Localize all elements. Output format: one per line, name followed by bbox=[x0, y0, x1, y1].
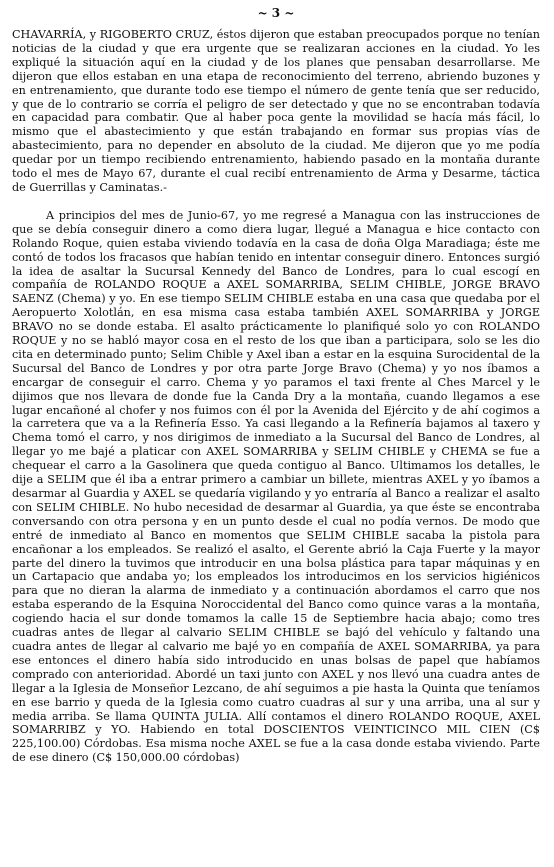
page-number: ~ 3 ~ bbox=[257, 6, 295, 20]
paragraph-1: CHAVARRÍA, y RIGOBERTO CRUZ, éstos dijeron que estaban preocupados porque no tenían noticias de la ciudad y que era urgente que se realizaran acciones en la ciudad. Yo les expliqué la situación aquí en la ciudad y de los planes que pensaban desarrollarse. Me dijeron que ellos estaban en una etapa de reconocimiento del terreno, abriendo buzones y en entrenamiento, que durante todo ese tiempo el número de gente tenía que ser reducido, y que de lo contrario se corría el peligro de ser detectado y que no se encontraban todavía en capacidad para combatir. Que al haber poca gente la movilidad se hacía más fácil, lo mismo que el abastecimiento y que están trabajando en formar sus propias vías de abastecimiento, para no depender en absoluto de la ciudad. Me dijeron que yo me podía quedar por un tiempo recibiendo entrenamiento, habiendo pasado en la montaña durante todo el mes de Mayo 67, durante el cual recibí entrenamiento de Arma y Desarme, táctica de Guerrillas y Caminatas.- bbox=[12, 28, 540, 194]
paragraph-2: A principios del mes de Junio-67, yo me regresé a Managua con las instrucciones de que se debía conseguir dinero a como diera lugar, llegué a Managua e hice contacto con Rolando Roque, quien estaba viviendo todavía en la casa de doña Olga Maradiaga; éste me contó de todos los fracasos que habían tenido en intentar conseguir dinero. Entonces surgió la idea de asaltar la Sucursal Kennedy del Banco de Londres, para lo cual escogí en compañía de ROLANDO ROQUE a AXEL SOMARRIBA, SELIM CHIBLE, JORGE BRAVO SAENZ (Chema) y yo. En ese tiempo SELIM CHIBLE estaba en una casa que quedaba por el Aeropuerto Xolotlán, en esa misma casa estaba también AXEL SOMARRIBA y JORGE BRAVO no se donde estaba. El asalto prácticamente lo planifiqué solo yo con ROLANDO ROQUE y no se habló mayor cosa en el resto de los que iban a participara, solo se les dio cita en determinado punto; Selim Chible y Axel iban a estar en la esquina Surocidental de la Sucursal del Banco de Londres y por otra parte Jorge Bravo (Chema) y yo nos íbamos a encargar de conseguir el carro. Chema y yo paramos el taxi frente al Ches Marcel y le dijimos que nos llevara de donde fue la Canda Dry a la montaña, cuando llegamos a ese lugar encañoné al chofer y nos fuimos con él por la Avenida del Ejército y de ahí cogimos a la carretera que va a la Refinería Esso. Ya casi llegando a la Refinería bajamos al taxero y Chema tomó el carro, y nos dirigimos de inmediato a la Sucursal del Banco de Londres, al llegar yo me bajé a platicar con AXEL SOMARRIBA y SELIM CHIBLE y CHEMA se fue a chequear el carro a la Gasolinera que queda contiguo al Banco. Ultimamos los detalles, le dije a SELIM que él iba a entrar primero a cambiar un billete, mientras AXEL y yo íbamos a desarmar al Guardia y AXEL se quedaría vigilando y yo entraría al Banco a realizar el asalto con SELIM CHIBLE. No hubo necesidad de desarmar al Guardia, ya que éste se encontraba conversando con otra persona y en un punto desde el cual no podía vernos. De modo que entré de inmediato al Banco en momentos que SELIM CHIBLE sacaba la pistola para encañonar a los empleados. Se realizó el asalto, el Gerente abrió la Caja Fuerte y la mayor parte del dinero la tuvimos que introducir en una bolsa plástica para tapar máquinas y en un Cartapacio que andaba yo; los empleados los introducimos en los servicios higiénicos para que no dieran la alarma de inmediato y a continuación abordamos el carro que nos estaba esperando de la Esquina Noroccidental del Banco como quince varas a la montaña, cogiendo hacia el sur donde tomamos la calle 15 de Septiembre hacia abajo; como tres cuadras antes de llegar al calvario SELIM CHIBLE se bajó del vehículo y faltando una cuadra antes de llegar al calvario me bajé yo en compañía de AXEL SOMARRIBA, ya para ese entonces el dinero había sido introducido en unas bolsas de papel que habíamos comprado con anterioridad. Abordé un taxi junto con AXEL y nos llevó una cuadra antes de llegar a la Iglesia de Monseñor Lezcano, de ahí seguimos a pie hasta la Quinta que teníamos en ese barrio y queda de la Iglesia como cuatro cuadras al sur y una arriba, una al sur y media arriba. Se llama QUINTA JULIA. Allí contamos el dinero ROLANDO ROQUE, AXEL SOMARRIBZ y YO. Habiendo en total DOSCIENTOS VEINTICINCO MIL CIEN (C$ 225,100.00) Córdobas. Esa misma noche AXEL se fue a la casa donde estaba viviendo. Parte de ese dinero (C$ 150,000.00 córdobas) bbox=[12, 208, 540, 765]
